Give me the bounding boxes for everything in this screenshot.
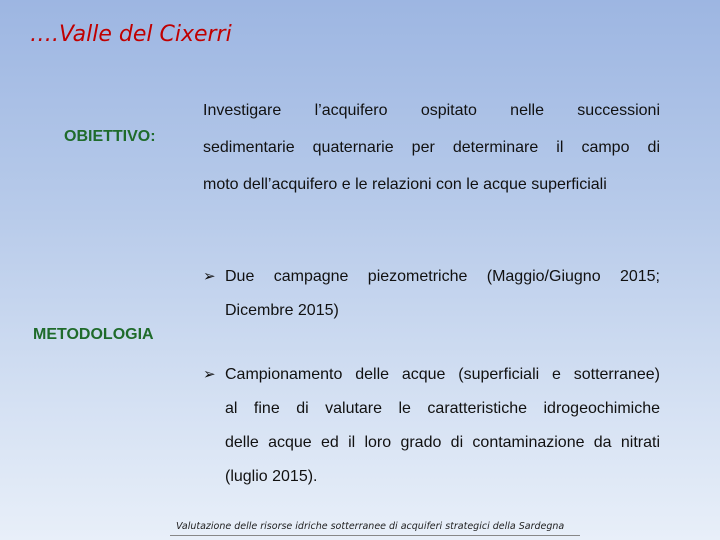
bullet-line: Campionamento delle acque (superficiali e sotterranee): [225, 366, 660, 383]
objective-line: moto dell’acquifero e le relazioni con le acque superficiali: [203, 176, 607, 193]
methodology-bullet: [203, 357, 660, 494]
bullet-line: delle acque ed il loro grado di contaminazione da nitrati: [225, 434, 660, 451]
footer-caption: Valutazione delle risorse idriche sotterranee di acquiferi strategici della Sardegna: [176, 521, 565, 532]
bullet-line: (luglio 2015).: [225, 468, 318, 485]
bullet-line: Due campagne piezometriche (Maggio/Giugno 2015;: [225, 268, 660, 285]
arrow-bullet-icon: ➢: [203, 267, 216, 285]
bullet-line: al fine di valutare le caratteristiche idrogeochimiche: [225, 400, 660, 417]
methodology-bullet: [203, 259, 660, 328]
bullet-line: Dicembre 2015): [225, 302, 339, 319]
objective-text: [203, 92, 660, 203]
footer-divider: [170, 535, 580, 536]
methodology-label: METODOLOGIA: [33, 326, 154, 343]
objective-line: sedimentarie quaternarie per determinare il campo di: [203, 139, 660, 156]
objective-line: Investigare l’acquifero ospitato nelle successioni: [203, 102, 660, 119]
objective-label: OBIETTIVO:: [64, 128, 156, 145]
arrow-bullet-icon: ➢: [203, 365, 216, 383]
slide-title: ….Valle del Cixerri: [30, 22, 232, 47]
